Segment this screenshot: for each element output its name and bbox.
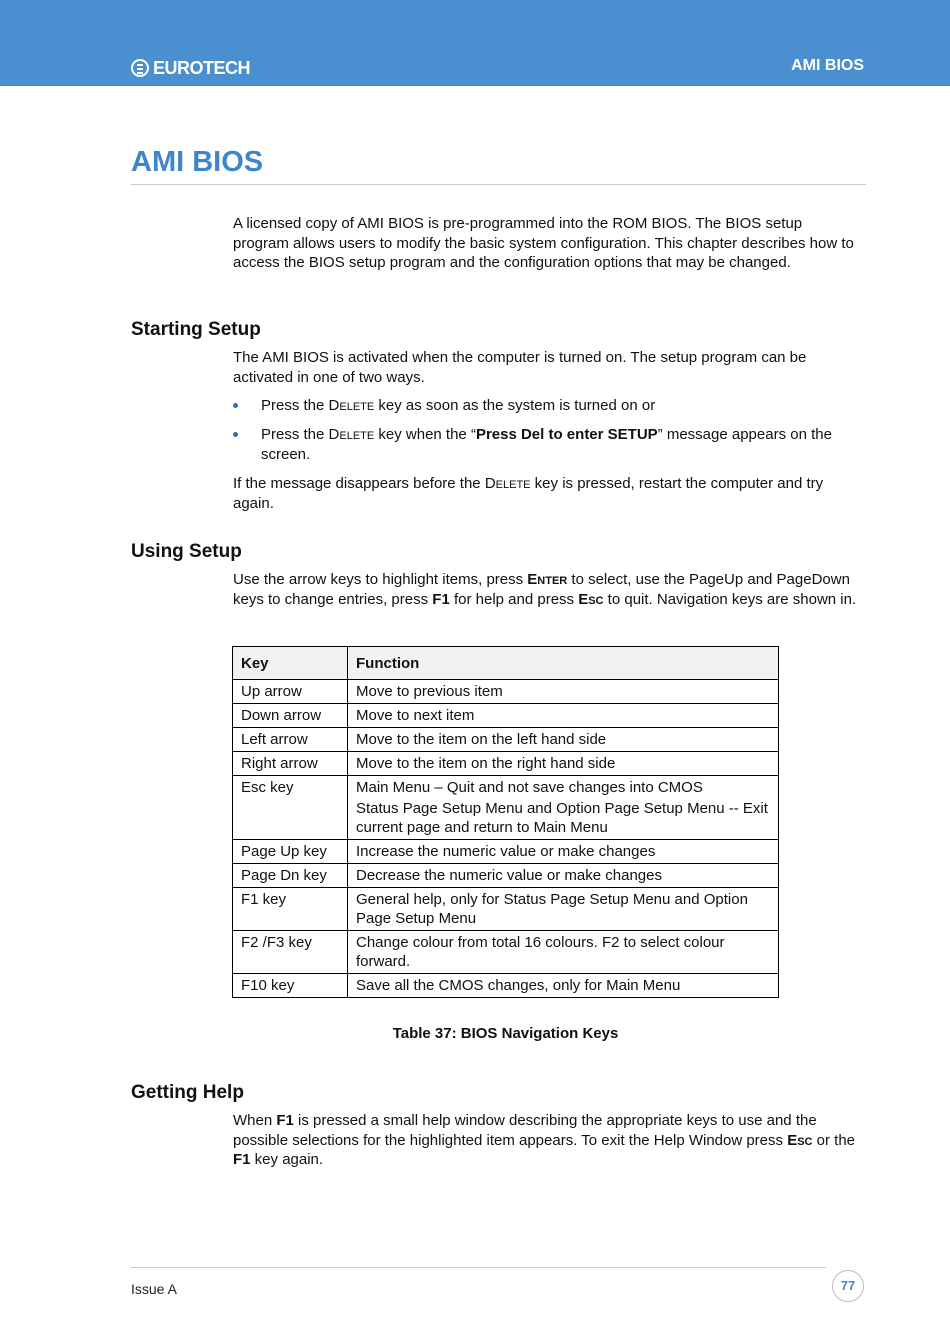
table-row: Right arrow Move to the item on the right hand side <box>233 752 779 776</box>
table-row: Down arrow Move to next item <box>233 704 779 728</box>
eurotech-logo-icon <box>131 59 149 77</box>
column-header-function: Function <box>348 647 779 680</box>
table-header-row <box>233 647 779 680</box>
navigation-keys-table <box>232 646 779 998</box>
title-divider <box>131 184 866 185</box>
key-name: Delete <box>328 426 375 443</box>
table-row: Left arrow Move to the item on the left hand side <box>233 728 779 752</box>
table-row: F2 /F3 key Change colour from total 16 colours. F2 to select colour forward. <box>233 931 779 974</box>
page-header <box>0 0 950 86</box>
help-paragraph: When F1 is pressed a small help window describing the appropriate keys to use and the possible selections for the highlighted item appears. To exit the Help Window press Esc or the F1 key again. <box>233 1112 856 1168</box>
issue-label: Issue A <box>131 1281 177 1297</box>
heading-getting-help: Getting Help <box>131 1082 244 1103</box>
table-row: F1 key General help, only for Status Page Setup Menu and Option Page Setup Menu <box>233 888 779 931</box>
key-name: Delete <box>328 397 375 414</box>
bullet-dot-icon <box>233 432 238 437</box>
heading-starting-setup: Starting Setup <box>131 319 261 340</box>
page-number: 77 <box>832 1270 864 1302</box>
page-title: AMI BIOS <box>131 146 264 178</box>
footer-divider <box>131 1267 826 1268</box>
bullet-dot-icon <box>233 403 238 408</box>
table-caption: Table 37: BIOS Navigation Keys <box>392 1025 619 1042</box>
intro-paragraph: A licensed copy of AMI BIOS is pre-programmed into the ROM BIOS. The BIOS setup program allows users to modify the basic system configuration. This chapter describes how to access the BIOS setup program and the configuration options that may be changed. <box>233 215 854 271</box>
brand-name: EUROTECH <box>153 57 251 78</box>
table-row: Esc key Main Menu – Quit and not save changes into CMOS Status Page Setup Menu and Option Page Setup Menu -- Exit current page and return to Main Menu <box>233 776 779 840</box>
table-row: F10 key Save all the CMOS changes, only for Main Menu <box>233 974 779 998</box>
heading-using-setup: Using Setup <box>131 541 242 562</box>
column-header-key: Key <box>233 647 348 680</box>
restart-paragraph: If the message disappears before the Delete key is pressed, restart the computer and try again. <box>233 475 824 512</box>
table-row: Page Dn key Decrease the numeric value or make changes <box>233 864 779 888</box>
table-row: Page Up key Increase the numeric value or make changes <box>233 840 779 864</box>
key-name: Delete <box>484 475 531 492</box>
table-row: Up arrow Move to previous item <box>233 680 779 704</box>
using-paragraph: Use the arrow keys to highlight items, press Enter to select, use the PageUp and PageDown keys to change entries, press F1 for help and press Esc to quit. Navigation keys are shown in. <box>233 571 857 608</box>
eurotech-logo <box>131 55 250 81</box>
starting-paragraph: The AMI BIOS is activated when the computer is turned on. The setup program can be activated in one of two ways. <box>233 349 807 386</box>
header-section-title: AMI BIOS <box>791 57 864 74</box>
